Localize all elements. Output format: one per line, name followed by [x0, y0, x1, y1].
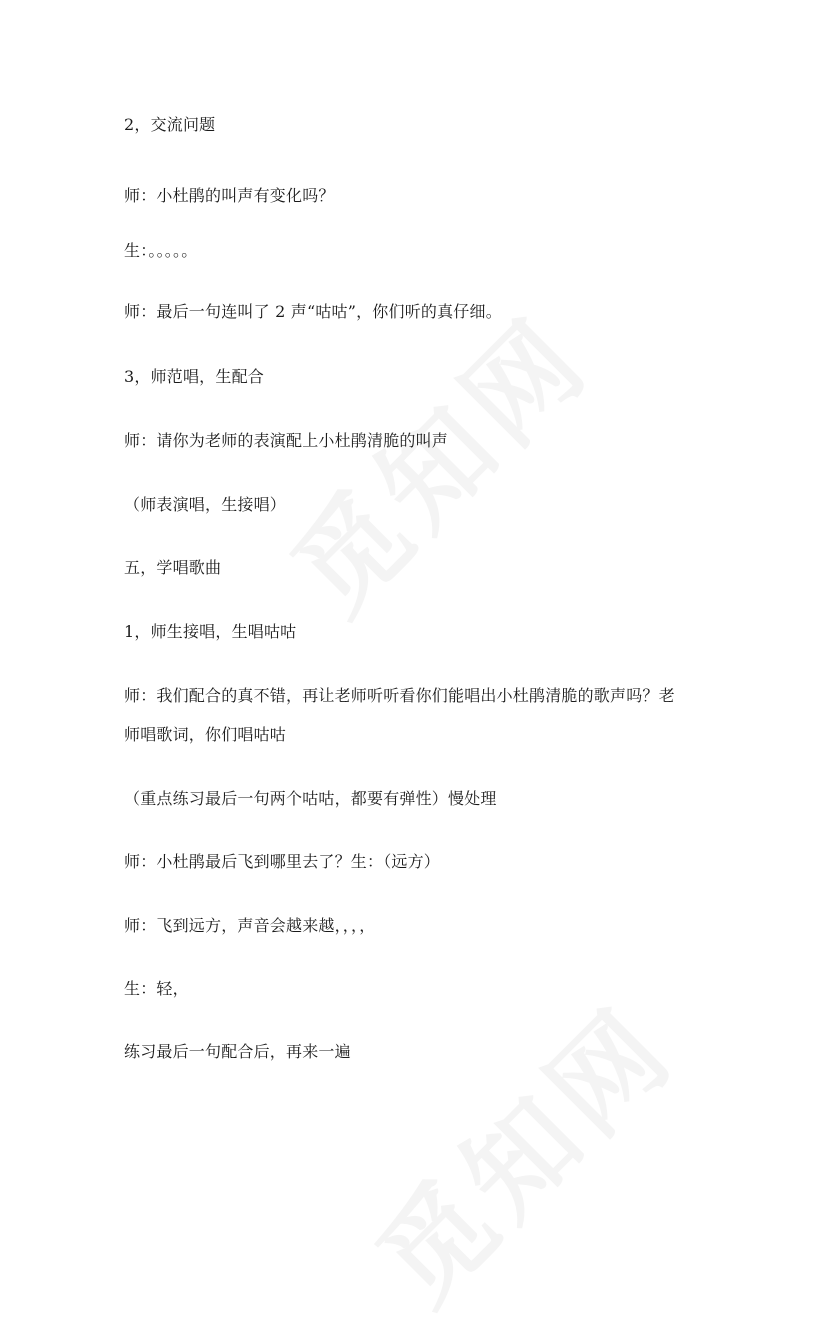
watermark-logo: [337, 966, 703, 1332]
section-heading-learn-song: 五，学唱歌曲: [124, 558, 222, 577]
stage-direction: （师表演唱，生接唱）: [124, 495, 287, 514]
practice-note: 练习最后一句配合后，再来一遍: [124, 1042, 351, 1061]
teacher-line: 师：飞到远方，声音会越来越，，，，: [124, 916, 376, 935]
section-heading-call-response: 1，师生接唱，生唱咕咕: [124, 622, 297, 641]
student-line: 生：轻，: [124, 979, 189, 998]
teacher-line: 师：我们配合的真不错，再让老师听听看你们能唱出小杜鹃清脆的歌声吗？老: [124, 686, 675, 705]
teacher-line: 师：最后一句连叫了 2 声“咕咕”，你们听的真仔细。: [124, 302, 502, 321]
section-heading-exchange-questions: 2，交流问题: [124, 115, 216, 134]
watermark-logo: [252, 276, 618, 642]
stage-direction: （重点练习最后一句两个咕咕，都要有弹性）慢处理: [124, 789, 497, 808]
teacher-line: 师：请你为老师的表演配上小杜鹃清脆的叫声: [124, 431, 449, 450]
section-heading-demo-singing: 3，师范唱，生配合: [124, 367, 264, 386]
student-line: 生：。。。。。: [124, 241, 198, 260]
teacher-line: 师：小杜鹃的叫声有变化吗？: [124, 186, 335, 205]
teacher-student-line: 师：小杜鹃最后飞到哪里去了？生：（远方）: [124, 852, 441, 871]
teacher-line-continued: 师唱歌词，你们唱咕咕: [124, 725, 287, 744]
